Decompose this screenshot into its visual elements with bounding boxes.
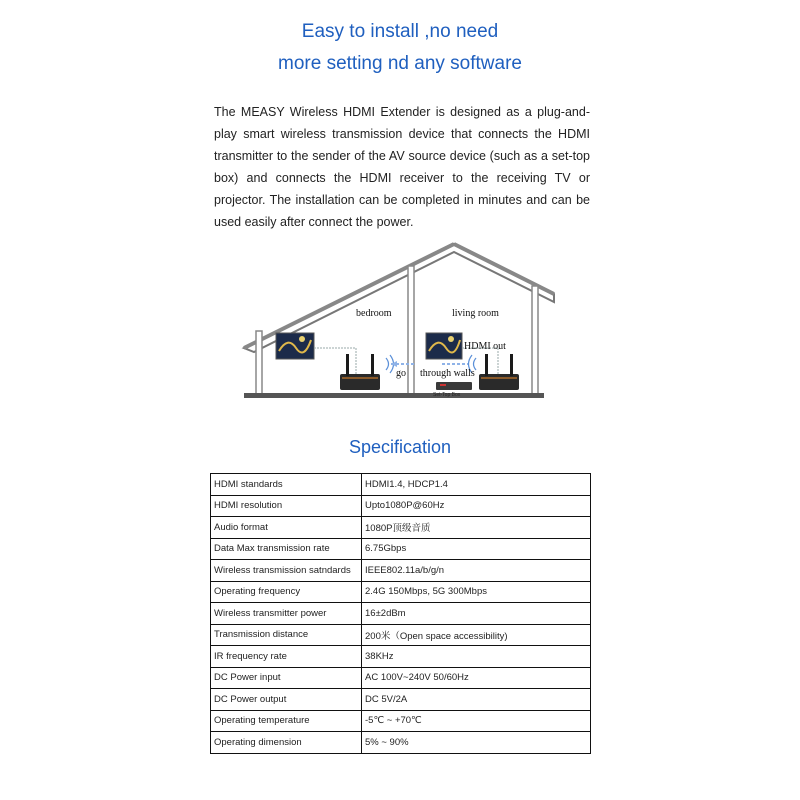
right-wall	[532, 286, 538, 395]
installation-diagram	[236, 236, 566, 406]
spec-value: 1080P顶级音质	[362, 517, 591, 539]
living-room-label: living room	[452, 308, 499, 319]
table-row	[211, 517, 591, 539]
spec-value: AC 100V~240V 50/60Hz	[362, 667, 591, 689]
spec-value: 6.75Gbps	[362, 538, 591, 560]
table-row	[211, 624, 591, 646]
transmitter-device	[479, 354, 519, 390]
heading-line-2: more setting nd any software	[278, 53, 522, 74]
set-top-box	[436, 382, 472, 390]
table-row	[211, 689, 591, 711]
spec-value: DC 5V/2A	[362, 689, 591, 711]
left-wall	[256, 331, 262, 395]
table-row	[211, 646, 591, 668]
spec-key: Wireless transmitter power	[211, 603, 362, 625]
spec-key: DC Power output	[211, 689, 362, 711]
table-row	[211, 710, 591, 732]
hdmi-out-label: HDMI out	[464, 341, 506, 352]
bedroom-label: bedroom	[356, 308, 392, 319]
center-wall	[408, 266, 414, 395]
set-top-box-label: Set-Top Box	[433, 392, 461, 398]
table-row	[211, 538, 591, 560]
heading-line-1: Easy to install ,no need	[301, 21, 499, 42]
spec-value: Upto1080P@60Hz	[362, 495, 591, 517]
spec-value: HDMI1.4, HDCP1.4	[362, 474, 591, 496]
go-label: go	[396, 368, 406, 379]
spec-key: Data Max transmission rate	[211, 538, 362, 560]
table-row	[211, 603, 591, 625]
spec-key: Operating dimension	[211, 732, 362, 754]
spec-value: -5℃ ~ +70℃	[362, 710, 591, 732]
spec-value: IEEE802.11a/b/g/n	[362, 560, 591, 582]
table-row	[211, 732, 591, 754]
spec-key: DC Power input	[211, 667, 362, 689]
spec-value: 200米（Open space accessibility)	[362, 624, 591, 646]
spec-value: 5% ~ 90%	[362, 732, 591, 754]
spec-key: Audio format	[211, 517, 362, 539]
intro-paragraph: The MEASY Wireless HDMI Extender is designed as a plug-and-play smart wireless transmission device that connects the HDMI transmitter to the sender of the AV source device (such as a set-top box) and connects the HDMI receiver to the receiving TV or projector. The installation can be completed in minutes and can be used easily after connect the power.	[214, 104, 590, 229]
table-row	[211, 581, 591, 603]
spec-key: Wireless transmission satndards	[211, 560, 362, 582]
spec-table	[210, 473, 591, 754]
spec-value: 16±2dBm	[362, 603, 591, 625]
table-row	[211, 667, 591, 689]
spec-value: 2.4G 150Mbps, 5G 300Mbps	[362, 581, 591, 603]
through-walls-label: through walls	[420, 368, 475, 379]
spec-key: IR frequency rate	[211, 646, 362, 668]
floor	[244, 393, 544, 398]
table-row	[211, 495, 591, 517]
table-row	[211, 474, 591, 496]
spec-key: HDMI standards	[211, 474, 362, 496]
spec-key: Transmission distance	[211, 624, 362, 646]
table-row	[211, 560, 591, 582]
spec-key: Operating temperature	[211, 710, 362, 732]
spec-title: Specification	[348, 437, 452, 457]
spec-key: HDMI resolution	[211, 495, 362, 517]
spec-key: Operating frequency	[211, 581, 362, 603]
receiver-device	[340, 354, 380, 390]
spec-value: 38KHz	[362, 646, 591, 668]
